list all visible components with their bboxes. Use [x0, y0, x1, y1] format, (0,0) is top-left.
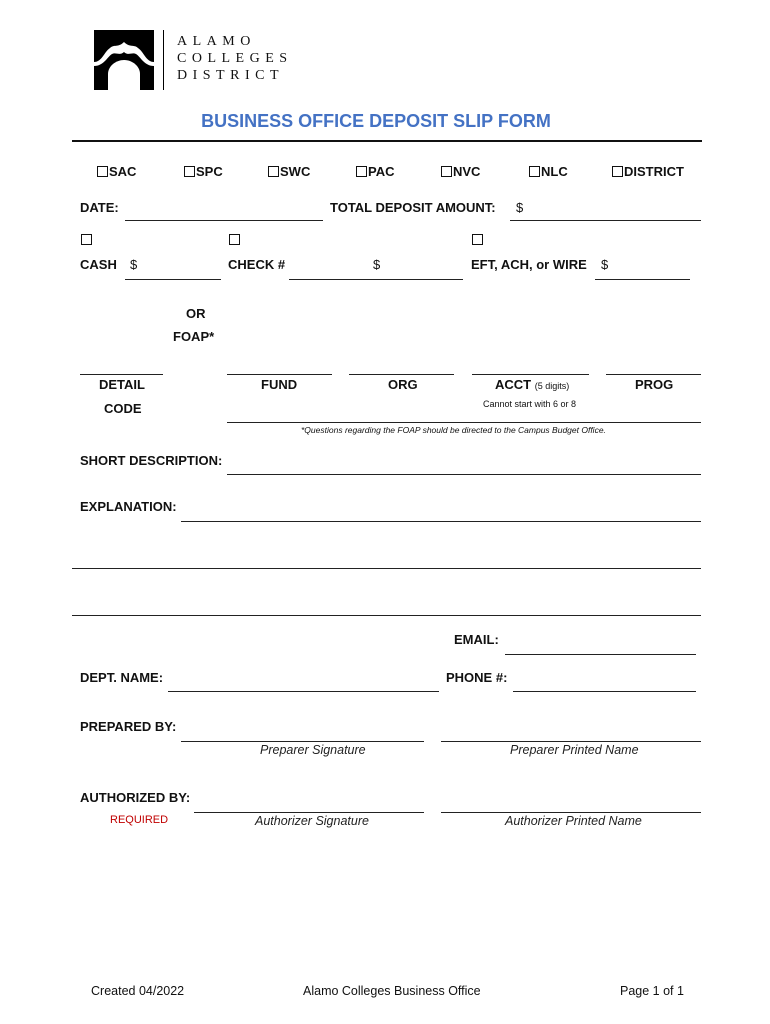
explanation-field-2[interactable]: [72, 568, 701, 569]
mission-arch-icon: [94, 30, 154, 90]
eft-checkbox[interactable]: [472, 234, 483, 245]
authorized-by-label: AUTHORIZED BY:: [80, 790, 191, 805]
acct-note: Cannot start with 6 or 8: [483, 399, 577, 409]
org-field[interactable]: [349, 374, 454, 375]
prepared-by-label: PREPARED BY:: [80, 719, 177, 734]
checkbox-nvc[interactable]: NVC: [441, 164, 480, 179]
email-field[interactable]: [505, 654, 696, 655]
checkbox-nlc[interactable]: NLC: [529, 164, 568, 179]
explanation-field-1[interactable]: [181, 521, 701, 522]
authorizer-signature-caption: Authorizer Signature: [255, 814, 369, 828]
total-deposit-label: TOTAL DEPOSIT AMOUNT:: [330, 200, 496, 215]
title-rule: [72, 140, 702, 142]
checkbox-district[interactable]: DISTRICT: [612, 164, 684, 179]
preparer-printed-name-field[interactable]: [441, 741, 701, 742]
authorizer-printed-name-field[interactable]: [441, 812, 701, 813]
explanation-label: EXPLANATION:: [80, 499, 177, 514]
total-deposit-field[interactable]: [510, 220, 701, 221]
short-description-label: SHORT DESCRIPTION:: [80, 453, 223, 468]
foap-divider: [227, 422, 701, 423]
footer-page: Page 1 of 1: [620, 984, 684, 998]
dept-name-label: DEPT. NAME:: [80, 670, 164, 685]
fund-label: FUND: [261, 377, 298, 392]
required-note: REQUIRED: [110, 814, 169, 826]
authorizer-signature-field[interactable]: [194, 812, 424, 813]
checkbox-box[interactable]: [356, 166, 367, 177]
check-checkbox[interactable]: [229, 234, 240, 245]
check-dollar-sign: $: [373, 257, 381, 272]
checkbox-sac[interactable]: SAC: [97, 164, 136, 179]
foap-note: *Questions regarding the FOAP should be directed to the Campus Budget Office.: [301, 425, 606, 435]
logo-line-1: ALAMO: [177, 34, 256, 49]
checkbox-swc[interactable]: SWC: [268, 164, 310, 179]
form-title: BUSINESS OFFICE DEPOSIT SLIP FORM: [201, 111, 551, 131]
prog-label: PROG: [635, 377, 674, 392]
date-field[interactable]: [125, 220, 323, 221]
checkbox-box[interactable]: [97, 166, 108, 177]
logo: [94, 30, 309, 92]
cash-amount-field[interactable]: [125, 279, 221, 280]
prog-field[interactable]: [606, 374, 701, 375]
short-description-field[interactable]: [227, 474, 701, 475]
footer-office: Alamo Colleges Business Office: [303, 984, 481, 998]
logo-line-2: COLLEGES: [177, 51, 293, 66]
checkbox-spc[interactable]: SPC: [184, 164, 223, 179]
preparer-signature-caption: Preparer Signature: [260, 743, 366, 757]
email-label: EMAIL:: [454, 632, 499, 647]
or-label: OR: [186, 306, 206, 321]
dept-name-field[interactable]: [168, 691, 439, 692]
acct-label: [495, 377, 569, 392]
total-dollar-sign: $: [516, 200, 524, 215]
checkbox-box[interactable]: [529, 166, 540, 177]
preparer-printed-caption: Preparer Printed Name: [510, 743, 639, 757]
acct-hint: (5 digits): [534, 381, 570, 391]
cash-dollar-sign: $: [130, 257, 138, 272]
foap-label: FOAP*: [173, 329, 215, 344]
eft-label: EFT, ACH, or WIRE: [471, 257, 587, 272]
phone-field[interactable]: [513, 691, 696, 692]
cash-checkbox[interactable]: [81, 234, 92, 245]
explanation-field-3[interactable]: [72, 615, 701, 616]
logo-divider: [163, 30, 164, 90]
logo-text: [177, 33, 293, 84]
checkbox-box[interactable]: [268, 166, 279, 177]
date-label: DATE:: [80, 200, 119, 215]
check-field[interactable]: [289, 279, 463, 280]
fund-field[interactable]: [227, 374, 332, 375]
preparer-signature-field[interactable]: [181, 741, 424, 742]
acct-label-text: ACCT: [495, 377, 532, 392]
check-label: CHECK #: [228, 257, 286, 272]
footer-created: Created 04/2022: [91, 984, 185, 998]
eft-dollar-sign: $: [601, 257, 609, 272]
detail-label: DETAIL: [99, 377, 145, 392]
checkbox-box[interactable]: [184, 166, 195, 177]
detail-code-field[interactable]: [80, 374, 163, 375]
checkbox-box[interactable]: [441, 166, 452, 177]
org-label: ORG: [388, 377, 418, 392]
eft-amount-field[interactable]: [595, 279, 690, 280]
checkbox-box[interactable]: [612, 166, 623, 177]
authorizer-printed-caption: Authorizer Printed Name: [505, 814, 642, 828]
logo-line-3: DISTRICT: [177, 68, 284, 83]
code-label: CODE: [104, 401, 142, 416]
acct-field[interactable]: [472, 374, 589, 375]
checkbox-pac[interactable]: PAC: [356, 164, 394, 179]
phone-label: PHONE #:: [446, 670, 508, 685]
cash-label: CASH: [80, 257, 117, 272]
